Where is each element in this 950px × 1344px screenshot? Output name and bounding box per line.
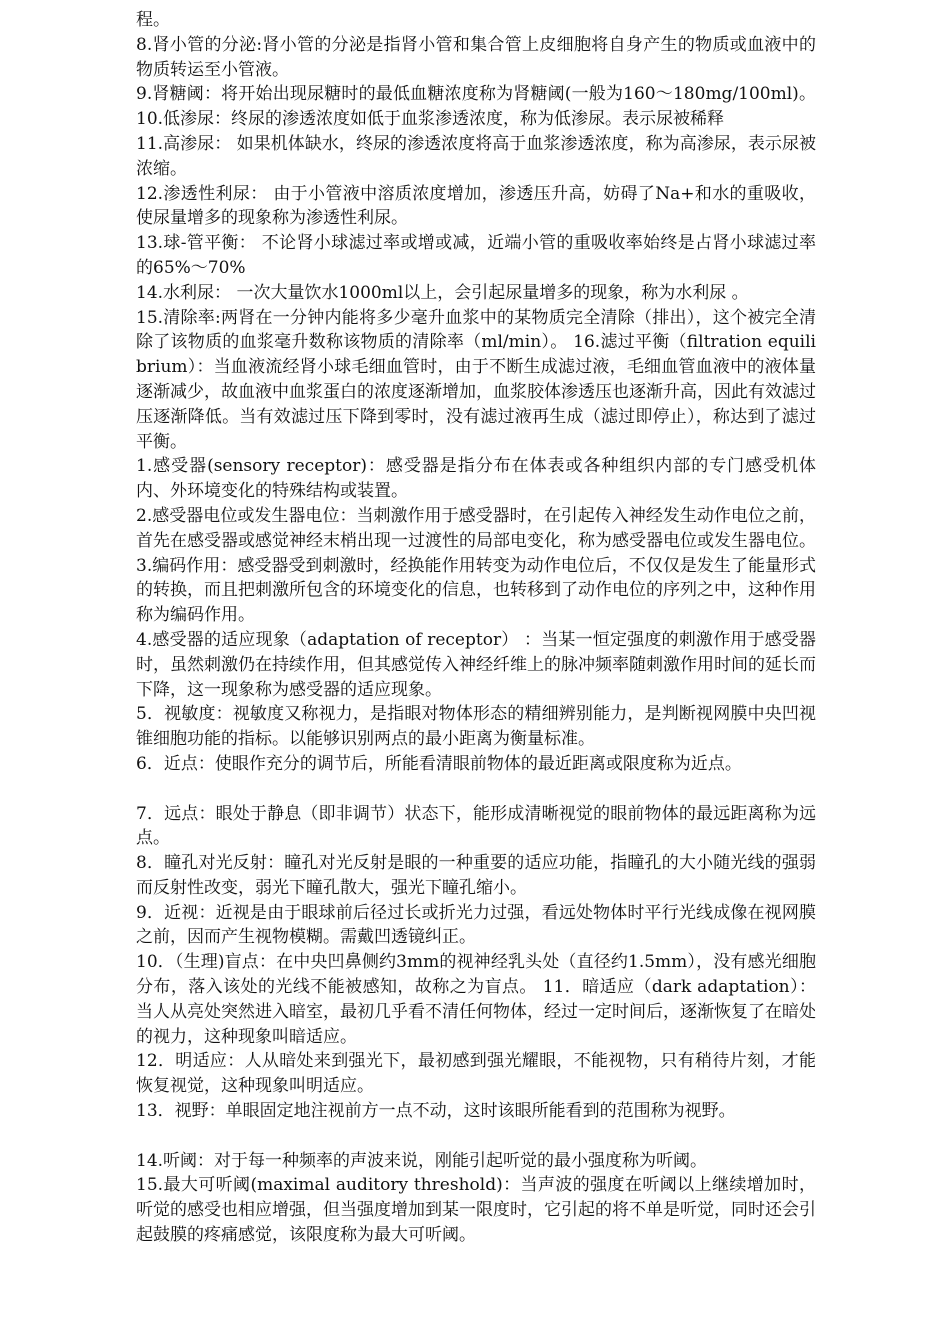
text-paragraph: 15.清除率:两肾在一分钟内能将多少毫升血浆中的某物质完全清除（排出），这个被完全清除了该物质的血浆毫升数称该物质的清除率（ml/min）。 16.滤过平衡（filtration equilibrium）：当血液流经肾小球毛细血管时，由于不断生成滤过液，毛细血管血液中的液体量逐渐减少，故血液中血浆蛋白的浓度逐渐增加，血浆胶体渗透压也逐渐升高，因此有效滤过压逐渐降低。当有效滤过压下降到零时，没有滤过液再生成（滤过即停止），称达到了滤过平衡。 <box>136 307 816 452</box>
blank-line <box>136 1124 816 1149</box>
text-paragraph: 1.感受器(sensory receptor)：感受器是指分布在体表或各种组织内部的专门感受机体内、外环境变化的特殊结构或装置。 <box>136 456 816 502</box>
text-paragraph: 5．视敏度：视敏度又称视力，是指眼对物体形态的精细辨别能力，是判断视网膜中央凹视锥细胞功能的指标。以能够识别两点的最小距离为衡量标准。 <box>136 704 816 750</box>
text-paragraph: 15.最大可听阈(maximal auditory threshold)：当声波的强度在听阈以上继续增加时，听觉的感受也相应增强，但当强度增加到某一限度时，它引起的将不单是听觉，同时还会引起鼓膜的疼痛感觉，该限度称为最大可听阈。 <box>136 1175 816 1246</box>
text-paragraph: 6．近点：使眼作充分的调节后，所能看清眼前物体的最近距离或限度称为近点。 <box>136 753 742 774</box>
text-paragraph: 9．近视：近视是由于眼球前后径过长或折光力过强，看远处物体时平行光线成像在视网膜之前，因而产生视物模糊。需戴凹透镜纠正。 <box>136 902 816 948</box>
text-paragraph: 8．瞳孔对光反射：瞳孔对光反射是眼的一种重要的适应功能，指瞳孔的大小随光线的强弱而反射性改变，弱光下瞳孔散大，强光下瞳孔缩小。 <box>136 853 816 898</box>
text-paragraph: 3.编码作用：感受器受到刺激时，经换能作用转变为动作电位后，不仅仅是发生了能量形式的转换，而且把刺激所包含的环境变化的信息，也转移到了动作电位的序列之中，这种作用称为编码作用。 <box>136 555 816 626</box>
text-paragraph: 14.水利尿： 一次大量饮水1000ml以上，会引起尿量增多的现象，称为水利尿 。 <box>136 282 749 303</box>
text-paragraph: 12.渗透性利尿： 由于小管液中溶质浓度增加，渗透压升高，妨碍了Na+和水的重吸收，使尿量增多的现象称为渗透性利尿。 <box>136 183 816 229</box>
document-page <box>136 8 816 1248</box>
text-paragraph: 11.高渗尿： 如果机体缺水，终尿的渗透浓度将高于血浆渗透浓度，称为高渗尿，表示尿被浓缩。 <box>136 133 816 179</box>
text-paragraph: 10．（生理)盲点：在中央凹鼻侧约3mm的视神经乳头处（直径约1.5mm），没有感光细胞分布，落入该处的光线不能被感知，故称之为盲点。 11．暗适应（dark adaptation）：当人从亮处突然进入暗室，最初几乎看不清任何物体，经过一定时间后，逐渐恢复了在暗处的视力，这种现象叫暗适应。 <box>136 952 816 1047</box>
text-paragraph: 程。 <box>136 10 170 30</box>
blank-line <box>136 777 816 802</box>
text-paragraph: 7．远点：眼处于静息（即非调节）状态下，能形成清晰视觉的眼前物体的最远距离称为远点。 <box>136 803 816 849</box>
text-paragraph: 9.肾糖阈：将开始出现尿糖时的最低血糖浓度称为肾糖阈(一般为160～180mg/100ml)。 10.低渗尿：终尿的渗透浓度如低于血浆渗透浓度，称为低渗尿。表示尿被稀释 <box>136 84 816 130</box>
text-paragraph: 14.听阈：对于每一种频率的声波来说，刚能引起听觉的最小强度称为听阈。 <box>136 1150 708 1171</box>
text-paragraph: 8.肾小管的分泌:肾小管的分泌是指肾小管和集合管上皮细胞将自身产生的物质或血液中的物质转运至小管液。 <box>136 34 816 80</box>
text-paragraph: 4.感受器的适应现象（adaptation of receptor） ：当某一恒定强度的刺激作用于感受器时，虽然刺激仍在持续作用，但其感觉传入神经纤维上的脉冲频率随刺激作用时间的延长而下降，这一现象称为感受器的适应现象。 <box>136 629 816 700</box>
text-paragraph: 13．视野：单眼固定地注视前方一点不动，这时该眼所能看到的范围称为视野。 <box>136 1101 736 1122</box>
text-paragraph: 12．明适应：人从暗处来到强光下，最初感到强光耀眼，不能视物，只有稍待片刻，才能恢复视觉，这种现象叫明适应。 <box>136 1051 816 1097</box>
text-paragraph: 13.球-管平衡： 不论肾小球滤过率或增或减，近端小管的重吸收率始终是占肾小球滤过率的65%～70% <box>136 233 816 278</box>
text-paragraph: 2.感受器电位或发生器电位：当刺激作用于感受器时，在引起传入神经发生动作电位之前，首先在感受器或感觉神经末梢出现一过渡性的局部电变化，称为感受器电位或发生器电位。 <box>136 505 816 551</box>
